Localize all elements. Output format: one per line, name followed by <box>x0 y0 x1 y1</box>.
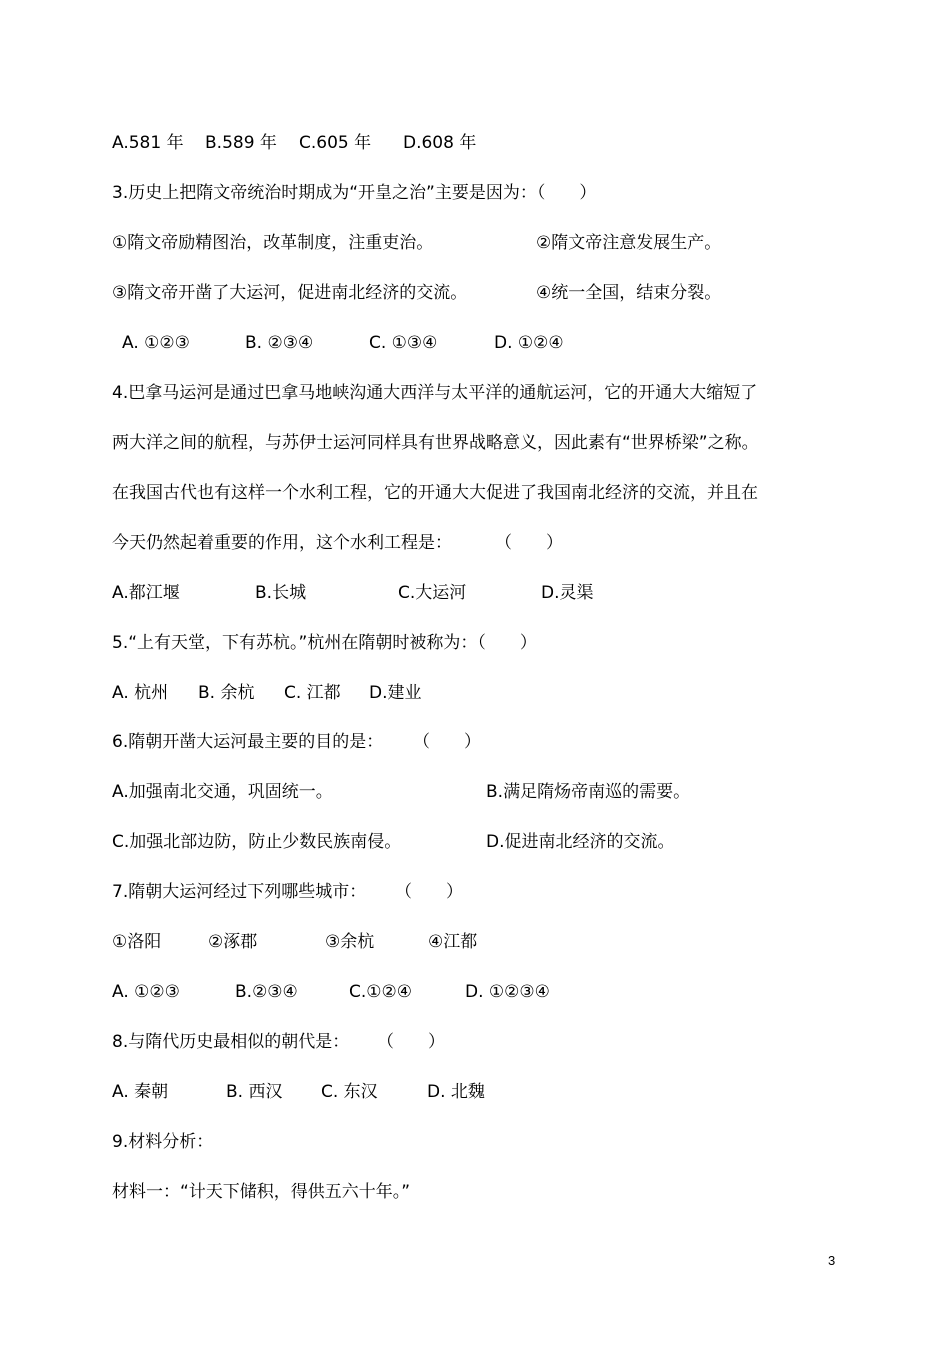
text-line-4-seg-2: ④统一全国，结束分裂。 <box>536 283 722 303</box>
text-line-12-seg-1: A. 杭州 <box>112 683 169 703</box>
text-line-18-seg-4: D. ①②③④ <box>465 982 550 1002</box>
text-line-5-seg-1: A. ①②③ <box>122 333 190 353</box>
text-line-22-seg-1: 材料一：“计天下储积，得供五六十年。” <box>112 1182 411 1202</box>
text-line-5-seg-2: B. ②③④ <box>245 333 314 353</box>
text-line-10-seg-2: B.长城 <box>255 583 307 603</box>
text-line-17-seg-4: ④江都 <box>428 932 478 952</box>
text-line-20-seg-2: B. 西汉 <box>226 1082 283 1102</box>
text-line-9-seg-1: 今天仍然起着重要的作用，这个水利工程是： <box>112 533 452 553</box>
text-line-14-seg-1: A.加强南北交通，巩固统一。 <box>112 782 333 802</box>
text-line-14-seg-2: B.满足隋炀帝南巡的需要。 <box>486 782 691 802</box>
text-line-1-seg-2: B.589 年 <box>205 133 277 153</box>
text-line-20-seg-1: A. 秦朝 <box>112 1082 169 1102</box>
text-line-20-seg-3: C. 东汉 <box>321 1082 378 1102</box>
text-line-6-seg-1: 4.巴拿马运河是通过巴拿马地峡沟通大西洋与太平洋的通航运河，它的开通大大缩短了 <box>112 383 758 403</box>
page-number: 3 <box>828 1253 836 1268</box>
text-line-1-seg-4: D.608 年 <box>403 133 477 153</box>
text-line-1-seg-1: A.581 年 <box>112 133 184 153</box>
text-line-19-seg-1: 8.与隋代历史最相似的朝代是： <box>112 1032 350 1052</box>
text-line-9-seg-2: （ ） <box>495 533 563 553</box>
text-line-15-seg-1: C.加强北部边防，防止少数民族南侵。 <box>112 832 402 852</box>
text-line-7-seg-1: 两大洋之间的航程，与苏伊士运河同样具有世界战略意义，因此素有“世界桥梁”之称。 <box>112 433 759 453</box>
text-line-12-seg-4: D.建业 <box>369 683 422 703</box>
text-line-18-seg-3: C.①②④ <box>349 982 412 1002</box>
text-line-17-seg-3: ③余杭 <box>325 932 375 952</box>
text-line-10-seg-3: C.大运河 <box>398 583 467 603</box>
text-line-18-seg-2: B.②③④ <box>235 982 298 1002</box>
text-line-3-seg-1: ①隋文帝励精图治，改革制度，注重吏治。 <box>112 233 434 253</box>
text-line-10-seg-1: A.都江堰 <box>112 583 180 603</box>
text-line-13-seg-1: 6.隋朝开凿大运河最主要的目的是： <box>112 732 384 752</box>
text-line-5-seg-4: D. ①②④ <box>494 333 564 353</box>
text-line-17-seg-2: ②涿郡 <box>208 932 258 952</box>
text-line-12-seg-2: B. 余杭 <box>198 683 255 703</box>
text-line-19-seg-2: （ ） <box>377 1032 445 1052</box>
text-line-16-seg-2: （ ） <box>395 882 463 902</box>
text-line-13-seg-2: （ ） <box>413 732 481 752</box>
text-line-8-seg-1: 在我国古代也有这样一个水利工程，它的开通大大促进了我国南北经济的交流，并且在 <box>112 483 758 503</box>
text-line-10-seg-4: D.灵渠 <box>541 583 594 603</box>
text-line-21-seg-1: 9.材料分析： <box>112 1132 214 1152</box>
text-line-20-seg-4: D. 北魏 <box>427 1082 485 1102</box>
text-line-2-seg-1: 3.历史上把隋文帝统治时期成为“开皇之治”主要是因为：（ ） <box>112 183 597 203</box>
text-line-3-seg-2: ②隋文帝注意发展生产。 <box>536 233 722 253</box>
text-line-5-seg-3: C. ①③④ <box>369 333 438 353</box>
text-line-1-seg-3: C.605 年 <box>299 133 372 153</box>
text-line-12-seg-3: C. 江都 <box>284 683 341 703</box>
text-line-16-seg-1: 7.隋朝大运河经过下列哪些城市： <box>112 882 367 902</box>
text-line-17-seg-1: ①洛阳 <box>112 932 162 952</box>
text-line-4-seg-1: ③隋文帝开凿了大运河，促进南北经济的交流。 <box>112 283 468 303</box>
text-line-11-seg-1: 5.“上有天堂，下有苏杭。”杭州在隋朝时被称为：（ ） <box>112 633 537 653</box>
text-line-18-seg-1: A. ①②③ <box>112 982 180 1002</box>
text-line-15-seg-2: D.促进南北经济的交流。 <box>486 832 675 852</box>
